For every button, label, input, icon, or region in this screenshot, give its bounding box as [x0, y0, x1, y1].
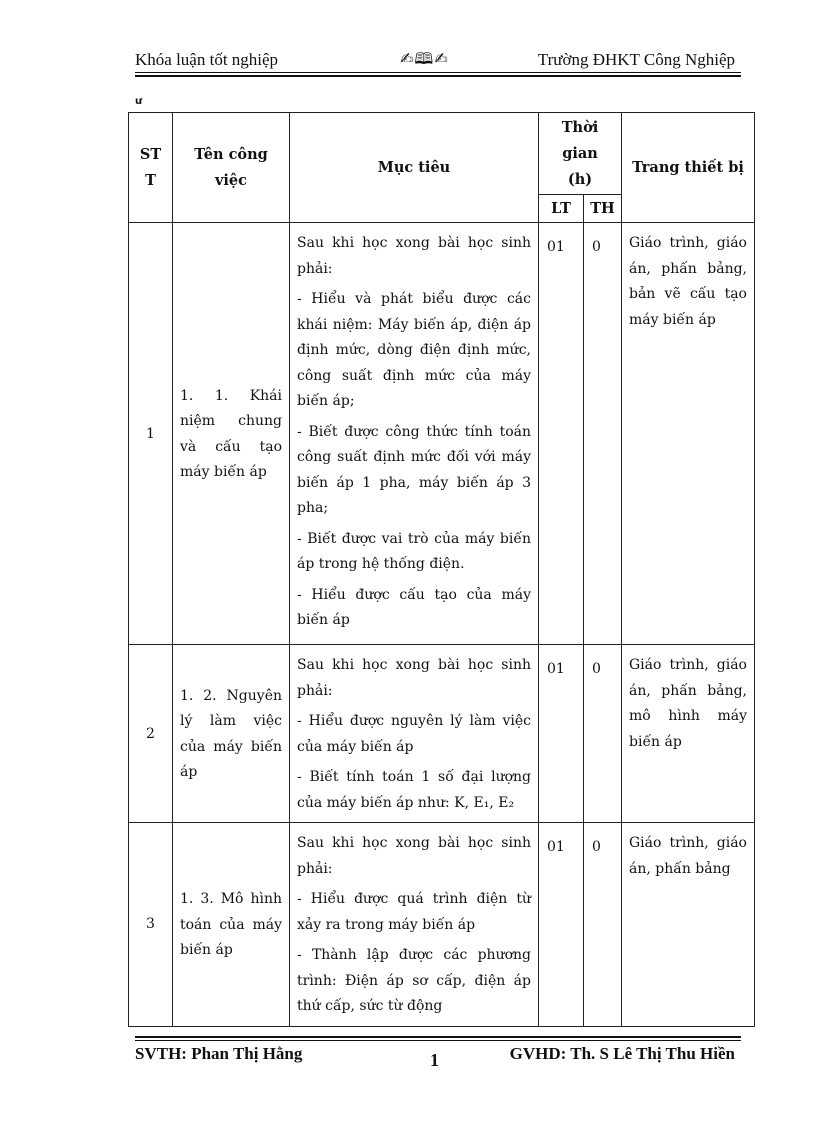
- stray-mark: ư: [135, 96, 143, 107]
- header-th: TH: [584, 195, 622, 223]
- row-task: 1. 3. Mô hình toán của máy biến áp: [180, 891, 282, 958]
- goal-line: - Hiểu được quá trình điện từ xảy ra trong máy biến áp: [297, 891, 531, 933]
- footer-divider-thick: [135, 1036, 741, 1038]
- row-lt: 01: [547, 839, 565, 855]
- goal-line: Sau khi học xong bài học sinh phải:: [297, 235, 531, 277]
- goal-line: - Biết tính toán 1 số đại lượng của máy biến áp như: K, E₁, E₂: [297, 769, 531, 811]
- row-task: 1. 2. Nguyên lý làm việc của máy biến áp: [180, 687, 282, 780]
- page-number: 1: [430, 1050, 439, 1070]
- header-time: Thời gian (h): [539, 113, 622, 195]
- goal-line: - Biết được vai trò của máy biến áp trong hệ thống điện.: [297, 530, 531, 572]
- row-goals: [290, 823, 538, 1026]
- header-lt: LT: [539, 195, 584, 223]
- row-goals: [290, 223, 538, 640]
- goal-line: Sau khi học xong bài học sinh phải:: [297, 835, 531, 877]
- header-divider-thick: [135, 75, 741, 77]
- table-row: [129, 823, 755, 1027]
- goal-line: - Hiểu được cấu tạo của máy biến áp: [297, 586, 531, 628]
- row-task: 1. 1. Khái niệm chung và cấu tạo máy biến áp: [180, 387, 282, 480]
- footer-advisor: GVHD: Th. S Lê Thị Thu Hiền: [509, 1044, 735, 1063]
- goal-line: - Hiểu và phát biểu được các khái niệm: Máy biến áp, điện áp định mức, dòng điện định mức, công suất định mức của máy biến áp;: [297, 291, 531, 409]
- footer-divider: [135, 1040, 741, 1041]
- goal-line: - Biết được công thức tính toán công suất định mức đối với máy biến áp 1 pha, máy biến áp 3 pha;: [297, 423, 531, 516]
- table-row: [129, 645, 755, 823]
- header-divider: [135, 72, 741, 73]
- row-equipment: Giáo trình, giáo án, phấn bảng, mô hình máy biến áp: [629, 657, 747, 750]
- row-lt: 01: [547, 661, 565, 677]
- row-equipment: Giáo trình, giáo án, phấn bảng, bản vẽ cấu tạo máy biến áp: [629, 235, 747, 328]
- header-thesis-title: Khóa luận tốt nghiệp: [135, 50, 279, 69]
- row-th: 0: [592, 661, 601, 677]
- goal-line: - Hiểu được nguyên lý làm việc của máy biến áp: [297, 713, 531, 755]
- goal-line: Sau khi học xong bài học sinh phải:: [297, 657, 531, 699]
- course-plan-table: [128, 112, 755, 1027]
- row-th: 0: [592, 239, 601, 255]
- row-stt: 2: [129, 645, 173, 823]
- row-stt: 1: [129, 223, 173, 645]
- footer-student: SVTH: Phan Thị Hằng: [135, 1044, 303, 1063]
- header-goal: Mục tiêu: [290, 113, 539, 223]
- row-stt: 3: [129, 823, 173, 1027]
- row-equipment: Giáo trình, giáo án, phấn bảng: [629, 835, 747, 877]
- header-equipment: Trang thiết bị: [622, 113, 755, 223]
- header-ornament-icon: ✍🕮✍: [400, 49, 449, 68]
- page-header: [135, 48, 735, 74]
- header-university: Trường ĐHKT Công Nghiệp: [537, 50, 735, 69]
- row-lt: 01: [547, 239, 565, 255]
- page-footer: [135, 1044, 735, 1070]
- header-stt: ST T: [129, 113, 173, 223]
- row-th: 0: [592, 839, 601, 855]
- goal-line: - Thành lập được các phương trình: Điện áp sơ cấp, điện áp thứ cấp, sức từ động: [297, 947, 531, 1014]
- table-row: [129, 223, 755, 645]
- row-goals: [290, 645, 538, 822]
- header-task: Tên công việc: [173, 113, 290, 223]
